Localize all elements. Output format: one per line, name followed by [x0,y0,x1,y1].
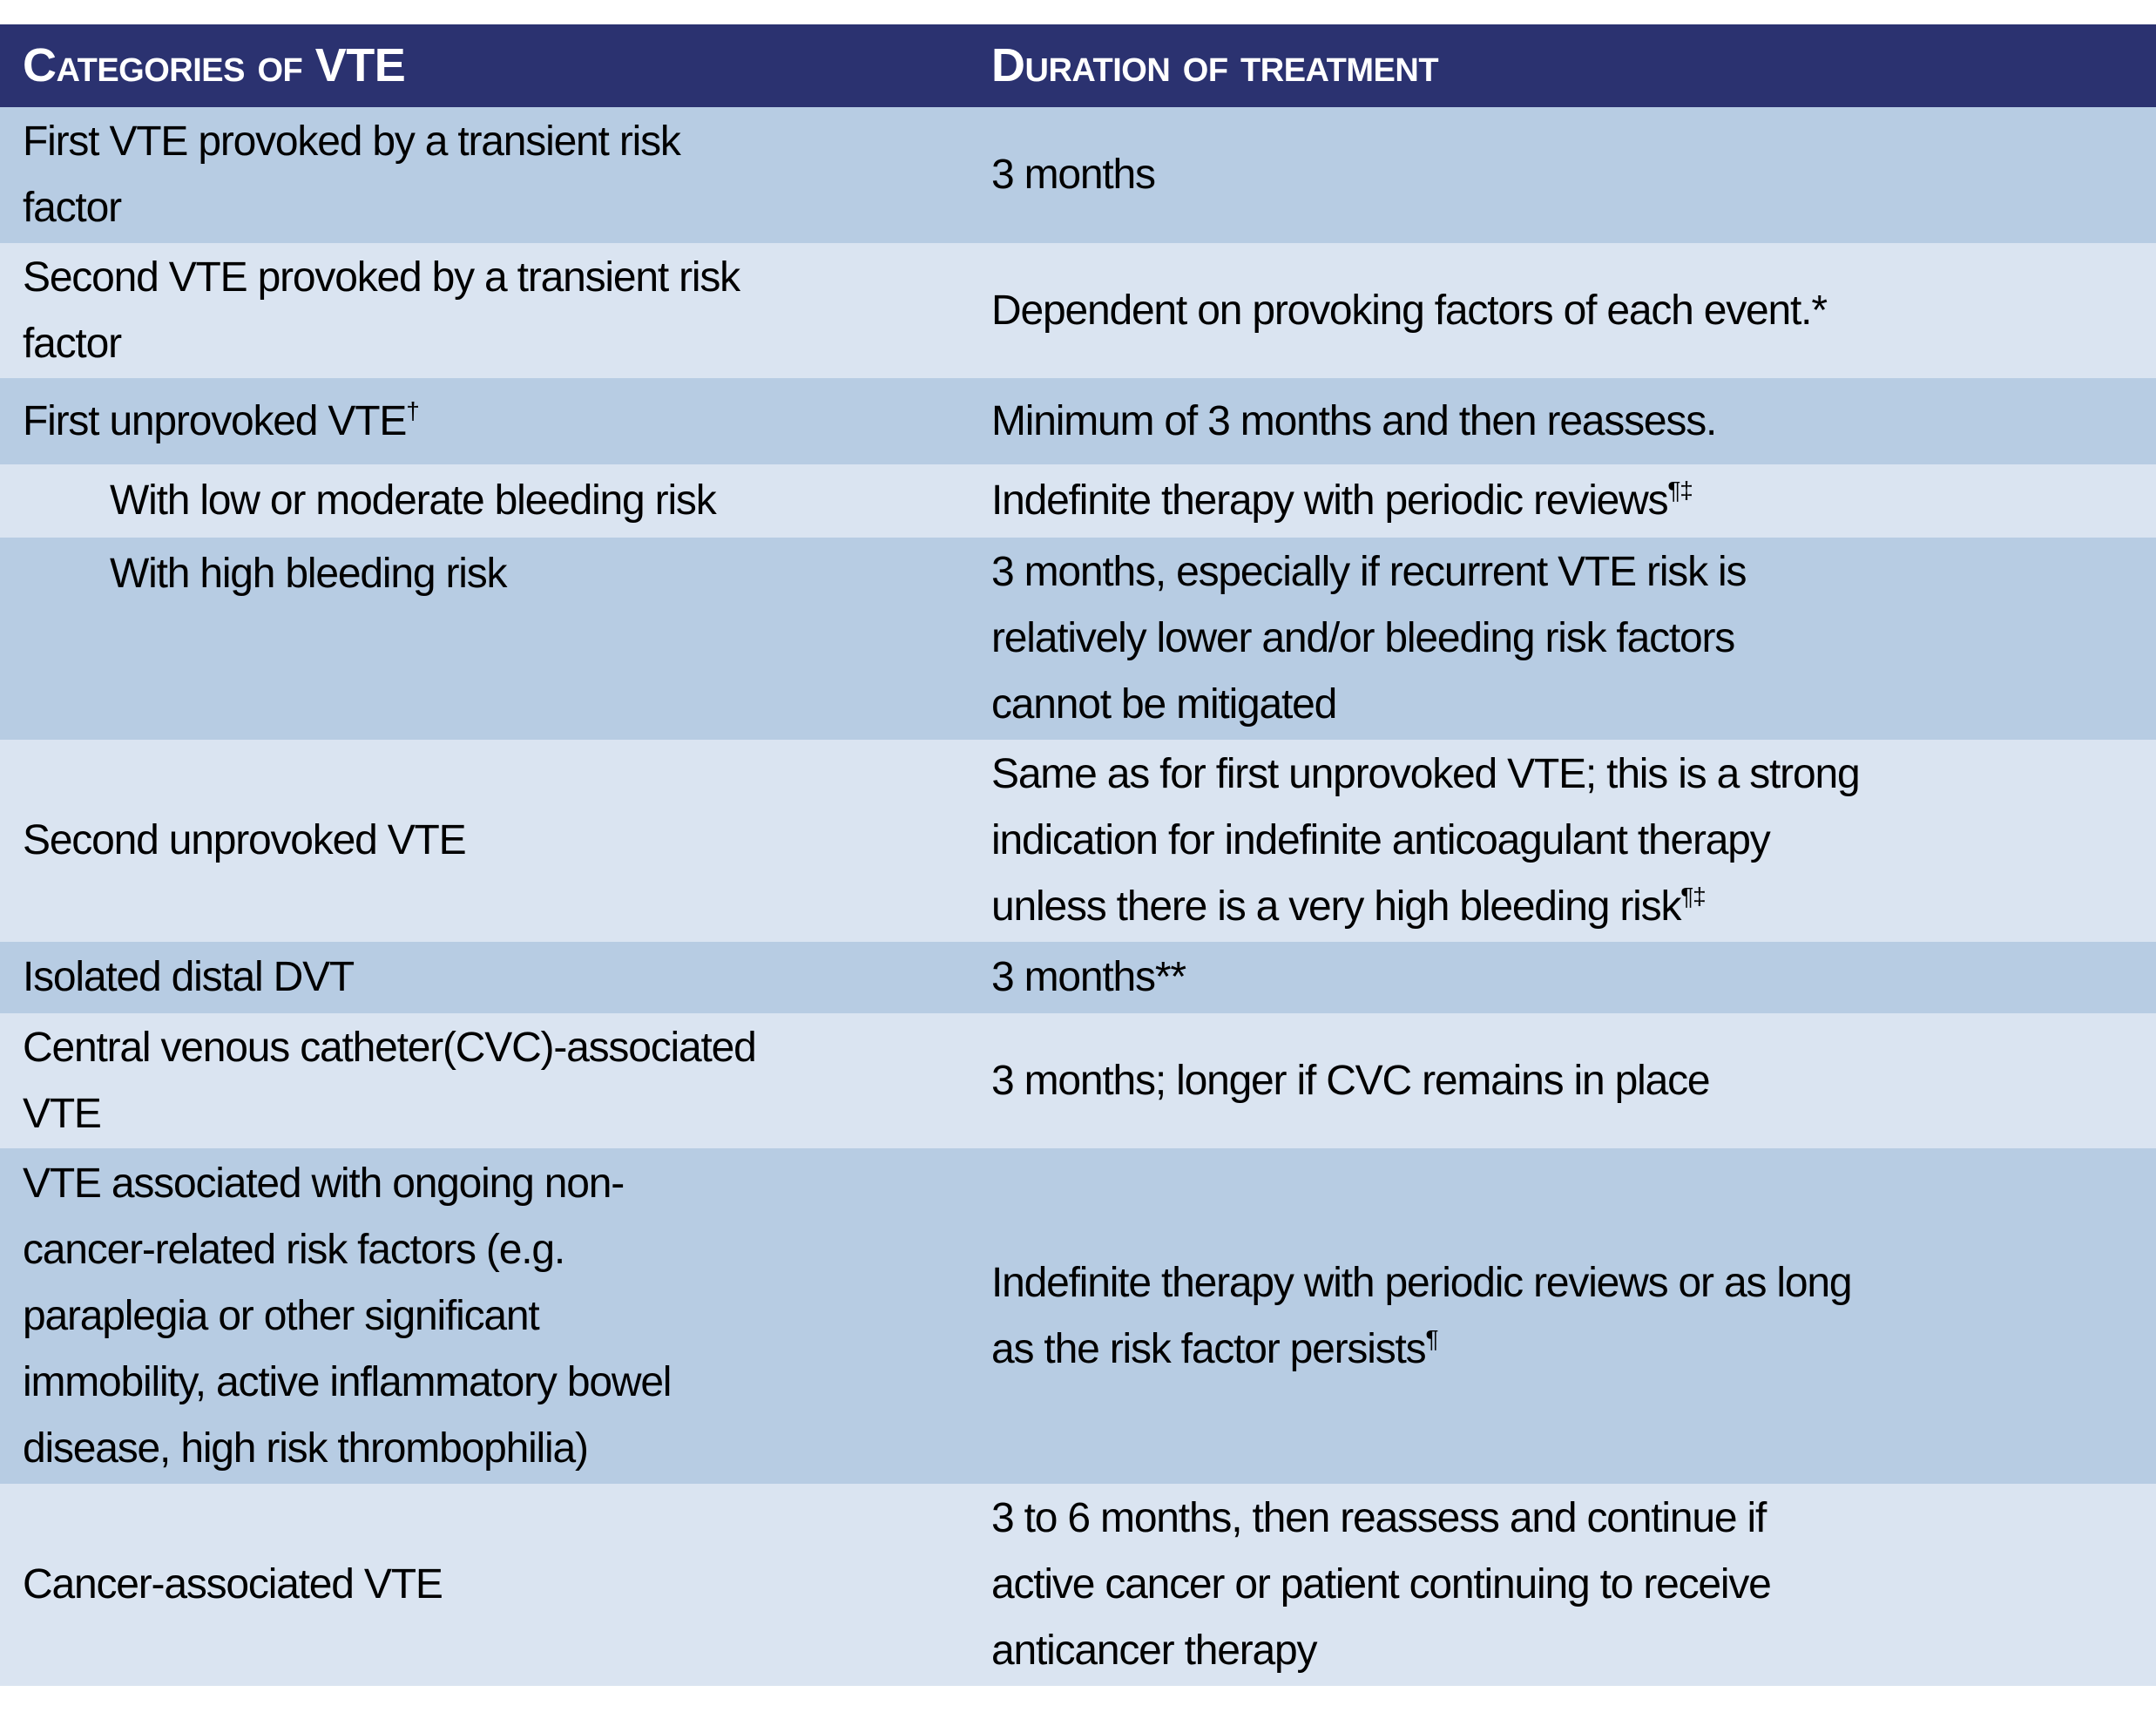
duration-text-line [991,389,2156,455]
category-text: factor [23,320,121,367]
duration-cell [990,538,2156,740]
duration-text-line [991,944,2156,1011]
duration-text-line [991,606,2156,672]
duration-text: 3 months; longer if CVC remains in place [991,1057,1710,1104]
category-text: With high bleeding risk [110,551,507,597]
duration-text: Same as for first unprovoked VTE; this is a strong [991,751,1860,797]
duration-text: Dependent on provoking factors of each event.* [991,287,1827,334]
category-cell [0,942,990,1013]
header-cell-categories [0,24,990,107]
category-text-line [23,1015,990,1081]
table-row [0,1484,2156,1686]
table-header-row [0,24,2156,107]
category-text-line [23,311,990,377]
category-text: cancer-related risk factors (e.g. [23,1226,564,1273]
table-row [0,538,2156,740]
category-text-line [23,1350,990,1416]
duration-text-line [991,1316,2156,1383]
category-cell [0,1484,990,1686]
category-text-line [23,1283,990,1350]
duration-text-line [991,874,2156,940]
category-text: First VTE provoked by a transient risk [23,118,680,165]
footnote-marker: ¶‡ [1680,883,1706,910]
duration-text: active cancer or patient continuing to receive [991,1561,1771,1607]
category-text: First unprovoked VTE [23,397,407,444]
duration-text: 3 months** [991,954,1186,1000]
duration-text: Minimum of 3 months and then reassess. [991,397,1717,444]
category-cell [0,740,990,942]
category-text: Central venous catheter(CVC)-associated [23,1024,756,1071]
category-text-line [23,1081,990,1147]
category-text: immobility, active inflammatory bowel [23,1358,672,1405]
duration-text-line [991,808,2156,874]
category-text-line [23,1552,990,1618]
duration-text: relatively lower and/or bleeding risk factors [991,615,1735,661]
category-cell [0,538,990,740]
duration-text-line [991,1250,2156,1316]
category-text: disease, high risk thrombophilia) [23,1425,588,1472]
category-cell [0,1013,990,1148]
duration-cell [990,378,2156,464]
duration-cell [990,243,2156,378]
duration-text-line [991,468,2156,534]
category-text-line [110,468,990,534]
table-row [0,942,2156,1013]
table-row [0,378,2156,464]
table-row [0,464,2156,538]
category-text: Cancer-associated VTE [23,1561,443,1607]
header-cell-duration [990,24,2156,107]
category-text-line [23,109,990,175]
table-body [0,107,2156,1686]
category-text: Second unprovoked VTE [23,817,466,863]
duration-text: Indefinite therapy with periodic reviews or as long [991,1259,1852,1306]
category-text-line [23,1151,990,1217]
category-text-line [23,1416,990,1482]
duration-cell [990,1013,2156,1148]
duration-text-line [991,1486,2156,1552]
duration-text-line [991,1552,2156,1618]
duration-text-line [991,741,2156,808]
duration-cell [990,107,2156,243]
duration-text-line [991,278,2156,344]
footnote-marker: † [406,396,419,424]
duration-text: unless there is a very high bleeding risk [991,883,1681,930]
footnote-marker: ¶ [1425,1324,1438,1352]
duration-text-line [991,142,2156,208]
category-text-line [23,1217,990,1283]
duration-cell [990,1484,2156,1686]
category-cell [0,107,990,243]
duration-text: 3 months, especially if recurrent VTE risk is [991,549,1747,595]
category-text: With low or moderate bleeding risk [110,477,716,524]
category-text-line [23,808,990,874]
category-text: VTE [23,1090,101,1137]
category-text: Isolated distal DVT [23,954,355,1000]
table-row [0,243,2156,378]
table-row [0,1013,2156,1148]
duration-text: cannot be mitigated [991,681,1337,728]
table-row [0,107,2156,243]
category-cell [0,378,990,464]
category-cell [0,1148,990,1484]
category-cell [0,464,990,538]
duration-text-line [991,1048,2156,1114]
table-row [0,1148,2156,1484]
duration-cell [990,942,2156,1013]
footnote-marker: ¶‡ [1667,477,1693,504]
duration-text-line [991,539,2156,606]
vte-treatment-duration-table [0,24,2156,1686]
category-text: paraplegia or other significant [23,1292,539,1339]
duration-text: indication for indefinite anticoagulant therapy [991,817,1770,863]
category-text: Second VTE provoked by a transient risk [23,254,740,301]
duration-text-line [991,1618,2156,1684]
duration-text-line [991,672,2156,738]
duration-text: 3 months [991,152,1155,198]
duration-text: anticancer therapy [991,1628,1317,1674]
category-text-line [23,389,990,455]
category-cell [0,243,990,378]
category-text-line [23,245,990,311]
category-text-line [23,944,990,1011]
duration-cell [990,1148,2156,1484]
header-duration-label: Duration of treatment [991,39,1439,91]
duration-text: 3 to 6 months, then reassess and continue if [991,1495,1767,1541]
duration-cell [990,740,2156,942]
category-text: factor [23,185,121,231]
duration-text: as the risk factor persists [991,1325,1426,1372]
table-row [0,740,2156,942]
category-text-line [110,541,990,607]
header-categories-label: Categories of VTE [23,39,406,91]
category-text-line [23,175,990,241]
category-text: VTE associated with ongoing non- [23,1160,625,1207]
duration-text: Indefinite therapy with periodic reviews [991,477,1668,524]
duration-cell [990,464,2156,538]
